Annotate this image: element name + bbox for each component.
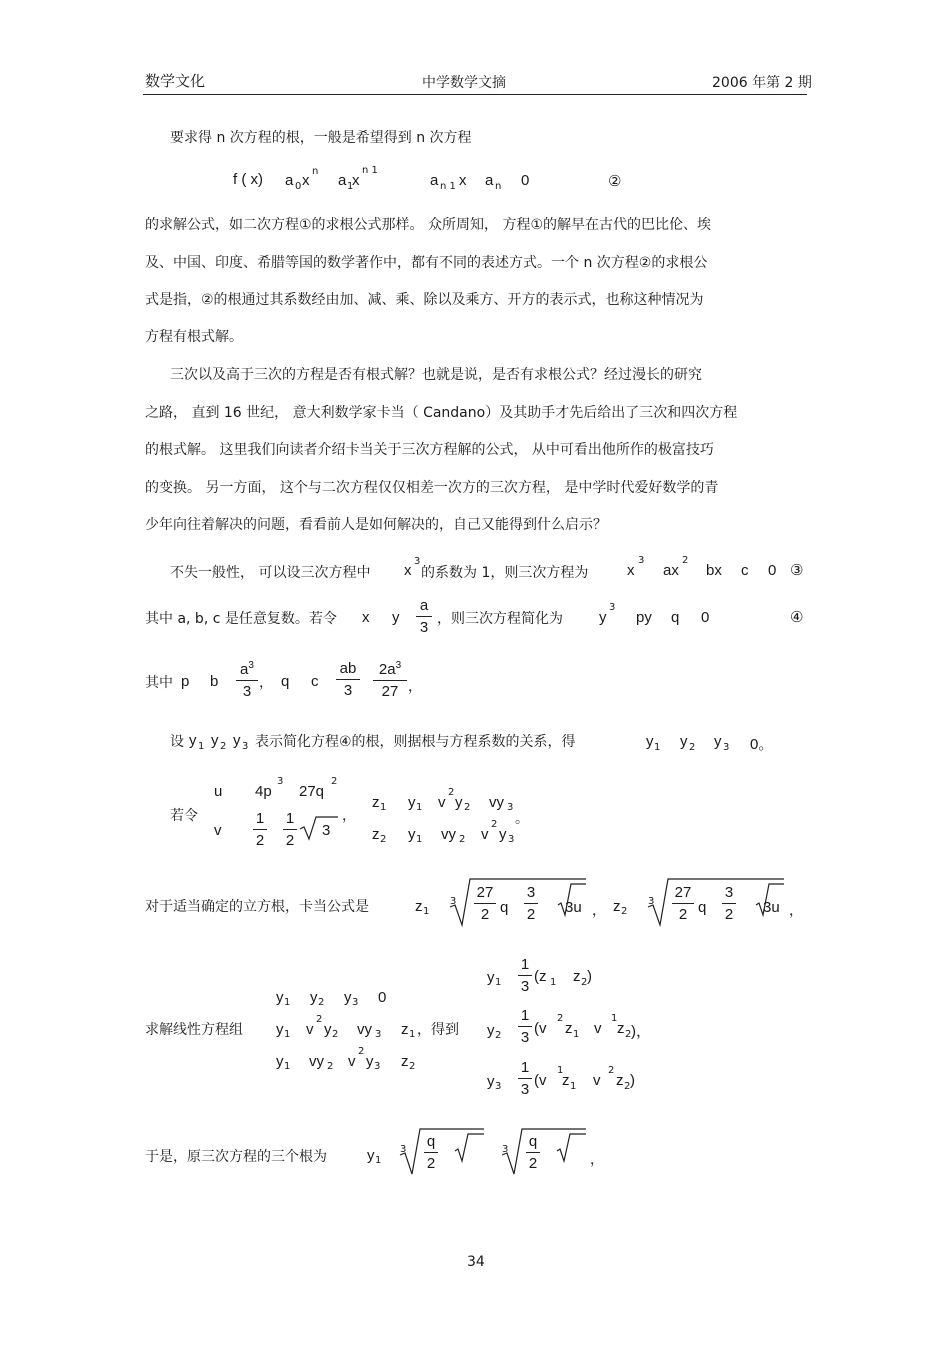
eq2-x2-sup: n 1 <box>362 165 378 176</box>
eq6-mid: 表示简化方程④的根，则据根与方程系数的关系，得 <box>255 734 576 750</box>
eq10-frac1-den: 2 <box>426 1155 436 1172</box>
eq7-u-sup2: 2 <box>331 776 338 787</box>
eq10-comma: ， <box>590 1152 604 1168</box>
eq9-r2-vsup: 2 <box>316 1014 323 1025</box>
page-number: 34 <box>467 1254 485 1270</box>
eq8-3u-2: 3u <box>763 899 780 916</box>
eq5-frac3-num: 2a <box>378 661 396 678</box>
p2-line5: 少年向往着解决的问题，看看前人是如何解决的，自己又能得到什么启示？ <box>145 517 607 533</box>
eq8-frac-b1-bar <box>524 903 538 904</box>
eq9-sol1-close: ) <box>587 968 592 985</box>
eq9-sol2-y: y <box>487 1022 495 1039</box>
eq5-frac1 <box>236 660 258 700</box>
eq7-z1-y1-sub: 1 <box>416 802 423 813</box>
eq9-r1-s3: 3 <box>352 997 359 1008</box>
eq8-z2: z <box>613 898 621 915</box>
eq4-x: x <box>362 609 370 626</box>
eq10-cbrt2 <box>502 1127 588 1177</box>
eq6-y1: y <box>189 732 197 749</box>
eq9-sol2-frac-num: 1 <box>520 1007 530 1024</box>
eq9-sol3-frac-num: 1 <box>520 1059 530 1076</box>
eq10-frac2-num: q <box>528 1133 538 1150</box>
eq8-z1: z <box>415 898 423 915</box>
eq10-frac1 <box>424 1133 438 1172</box>
eq9-r3-zsub: 2 <box>409 1061 416 1072</box>
eq2-x1-sup: n <box>312 166 319 177</box>
eq5-lead: 其中 <box>145 675 173 691</box>
eq9-sol1-open: (z <box>534 968 547 985</box>
eq6-zero: 0。 <box>750 736 774 753</box>
eq9-r1-y2: y <box>310 989 318 1006</box>
eq7-half1 <box>253 810 267 849</box>
eq9-r3-v: v <box>348 1053 356 1070</box>
eq9-sol1-frac-num: 1 <box>520 956 530 973</box>
eq9-sol3-open: (v <box>534 1072 547 1089</box>
eq9-r3-s3: 3 <box>374 1061 381 1072</box>
eq7-u-27q: 27q <box>299 783 325 800</box>
eq8-frac-a1 <box>474 884 496 923</box>
eq9-r3-vsup: 2 <box>358 1046 365 1057</box>
eq9-r2-s2: 2 <box>332 1029 339 1040</box>
eq5-frac2-den: 3 <box>343 682 353 699</box>
eq9-r2-y1: y <box>276 1021 284 1038</box>
p2-line4: 的变换。 另一方面， 这个与二次方程仅仅相差一次方的三次方程， 是中学时代爱好数学的青 <box>145 480 719 496</box>
eq5-frac1-den: 3 <box>242 683 252 700</box>
eq7-z2-y1-sub: 1 <box>416 834 423 845</box>
eq9-sol2-frac-den: 3 <box>520 1029 530 1046</box>
eq9-sol3-z1sub: 1 <box>570 1081 577 1092</box>
eq9-sol1-z2: z <box>573 968 581 985</box>
eq3-x3-sup: 3 <box>638 555 645 566</box>
eq8-z2-sub: 2 <box>621 906 628 917</box>
p1-line2: 的求解公式，如二次方程①的求根公式那样。 众所周知， 方程①的解早在古代的巴比伦、埃 <box>145 217 711 233</box>
eq10-frac2-bar <box>526 1152 540 1153</box>
eq4-py: py <box>636 609 652 626</box>
eq3-number: ③ <box>790 561 804 579</box>
eq2-x3: x <box>459 172 467 189</box>
eq5-frac2 <box>336 660 360 699</box>
eq5-frac1-num: a <box>240 661 249 678</box>
eq9-sol3-z1: z <box>562 1072 570 1089</box>
eq9-r1-y1: y <box>276 989 284 1006</box>
eq7-half1-bar <box>253 829 267 830</box>
eq9-sol3-v-sup: 2 <box>608 1065 615 1076</box>
eq9-sol1-z1sub: 1 <box>550 977 557 988</box>
eq10-lead: 于是，原三次方程的三个根为 <box>145 1149 327 1165</box>
eq9-r2-s1: 1 <box>284 1029 291 1040</box>
header-rule <box>143 94 807 95</box>
eq3-x: x <box>404 562 412 579</box>
eq4-q: q <box>671 609 680 626</box>
eq7-u: u <box>214 783 223 800</box>
eq7-z2-y3: y <box>499 826 507 843</box>
eq5-frac1-num-sup: 3 <box>248 660 254 671</box>
eq9-sol1-frac-bar <box>518 975 532 976</box>
eq9-sol1-ysub: 1 <box>495 977 502 988</box>
eq7-z2-vsup: 2 <box>491 819 498 830</box>
eq3-lead: 不失一般性， 可以设三次方程中 <box>170 565 371 581</box>
eq7-z2-vy2: vy <box>441 826 456 843</box>
eq7-z2-y1: y <box>408 826 416 843</box>
eq9-r2-zsub: 1 <box>409 1029 416 1040</box>
eq7-z1-y2-sub: 2 <box>464 802 471 813</box>
eq9-sol2-z1sub: 1 <box>573 1029 580 1040</box>
eq3-zero: 0 <box>768 562 777 579</box>
eq4-frac-den: 3 <box>419 619 429 636</box>
eq9-sol2-vsup: 2 <box>557 1013 564 1024</box>
eq9-r2-v: v <box>306 1021 314 1038</box>
eq9-sol2-open: (v <box>534 1020 547 1037</box>
eq7-z2-vy2-sub: 2 <box>459 834 466 845</box>
eq10-idx1: 3 <box>400 1144 407 1155</box>
p2-line1: 三次以及高于三次的方程是否有根式解？也就是说，是否有求根公式？经过漫长的研究 <box>170 367 702 383</box>
eq8-idx1: 3 <box>450 896 457 907</box>
eq2-zero: 0 <box>521 172 530 189</box>
eq3-x-sup: 3 <box>414 556 421 567</box>
eq2-an: a <box>485 172 494 189</box>
eq7-v: v <box>214 822 222 839</box>
eq9-sol3-z2sub: 2 <box>624 1081 631 1092</box>
eq7-half1-den: 2 <box>255 832 265 849</box>
p2-line2: 之路， 直到 16 世纪， 意大利数学家卡当（ Candano）及其助手才先后给出了三次和四次方程 <box>145 405 738 421</box>
eq9-sol2-frac-bar <box>518 1026 532 1027</box>
eq7-z1-vsup: 2 <box>448 787 455 798</box>
eq9-sol1-z2sub: 2 <box>581 977 588 988</box>
eq3-ax: ax <box>663 562 679 579</box>
eq8-q2: q <box>698 899 707 916</box>
p2-line3: 的根式解。 这里我们向读者介绍卡当关于三次方程解的公式， 从中可看出他所作的极富技巧 <box>145 442 714 458</box>
eq5-frac3-bar <box>373 680 407 681</box>
eq9-sol2-frac <box>518 1007 532 1046</box>
eq2-f: f ( x) <box>233 171 263 188</box>
eq3-bx: bx <box>706 562 722 579</box>
eq10-ysub: 1 <box>375 1155 382 1166</box>
eq2-an1-sub: n 1 <box>440 181 456 192</box>
eq7-z2-sub: 2 <box>380 834 387 845</box>
eq5-frac2-num: ab <box>339 660 357 677</box>
eq9-r3-s2: 2 <box>327 1061 334 1072</box>
eq10-frac2-den: 2 <box>528 1155 538 1172</box>
eq9-sol3-ysub: 3 <box>495 1081 502 1092</box>
eq7-half2-num: 1 <box>285 810 295 827</box>
eq3-x3: x <box>627 562 635 579</box>
eq8-lead: 对于适当确定的立方根，卡当公式是 <box>145 899 369 915</box>
eq9-sol2-end: )， <box>631 1023 651 1040</box>
eq7-z2: z <box>372 826 380 843</box>
eq9-sol3-frac-den: 3 <box>520 1081 530 1098</box>
eq9-r3-y1: y <box>276 1053 284 1070</box>
eq4-y3: y <box>599 609 607 626</box>
eq8-frac-a2-bar <box>672 903 694 904</box>
eq7-z1-vy3: vy <box>489 794 504 811</box>
eq9-sol3-z2: z <box>616 1072 624 1089</box>
eq9-sol1-y: y <box>487 969 495 986</box>
eq2-a0-sub: 0 <box>295 181 302 192</box>
eq9-mid: ，得到 <box>417 1022 459 1038</box>
eq2-a0: a <box>285 172 294 189</box>
eq3-mid: 的系数为 1，则三次方程为 <box>421 565 589 581</box>
eq6-rs3: 3 <box>723 742 730 753</box>
eq4-fraction <box>416 597 432 636</box>
eq9-r2-vy3: vy <box>357 1021 372 1038</box>
eq9-r3-vy2: vy <box>309 1053 324 1070</box>
eq9-r1-s1: 1 <box>284 997 291 1008</box>
eq8-3u-1: 3u <box>565 899 582 916</box>
eq5-frac3 <box>373 660 407 700</box>
eq8-z1-sub: 1 <box>423 906 430 917</box>
eq6-s1: 1 <box>198 741 205 752</box>
eq9-r3-y3: y <box>366 1053 374 1070</box>
eq5-frac1-bar <box>236 680 258 681</box>
eq7-z1-sub: 1 <box>380 802 387 813</box>
eq9-r2-y2: y <box>324 1021 332 1038</box>
p1-line4: 式是指，②的根通过其系数经由加、减、乘、除以及乘方、开方的表示式，也称这种情况为 <box>145 292 704 308</box>
eq6-ry2: y <box>680 733 688 750</box>
eq9-r2-z1: z <box>401 1021 409 1038</box>
eq4-y: y <box>392 609 400 626</box>
eq8-comma1: ， <box>592 903 606 919</box>
eq8-frac-b2-bar <box>722 903 736 904</box>
eq7-z1-y2: y <box>455 794 463 811</box>
eq8-frac-b1-den: 2 <box>526 906 536 923</box>
eq9-sol1-frac <box>518 956 532 995</box>
eq6-s3: 3 <box>242 741 249 752</box>
eq9-sol3-end: ) <box>630 1072 635 1089</box>
eq9-r2-s3: 3 <box>375 1029 382 1040</box>
eq2-x2: x <box>352 172 360 189</box>
eq9-sol2-z1: z <box>565 1020 573 1037</box>
eq6-y2: y <box>211 732 219 749</box>
eq6-ry3: y <box>714 733 722 750</box>
eq2-an1: a <box>430 172 439 189</box>
eq9-r3-s1: 1 <box>284 1061 291 1072</box>
eq7-u-sup1: 3 <box>277 776 284 787</box>
eq4-frac-bar <box>416 616 432 617</box>
eq10-frac2 <box>526 1133 540 1172</box>
eq4-mid: ，则三次方程简化为 <box>437 611 563 627</box>
eq7-z2-y3-sub: 3 <box>508 834 515 845</box>
eq8-q1: q <box>500 899 509 916</box>
eq9-r1-zero: 0 <box>378 989 387 1006</box>
eq7-z1-y1: y <box>408 794 416 811</box>
eq5-b: b <box>210 673 219 690</box>
eq4-y3-sup: 3 <box>609 602 616 613</box>
eq8-frac-a2 <box>672 884 694 923</box>
eq8-frac-a2-den: 2 <box>678 906 688 923</box>
eq8-frac-a1-bar <box>474 903 496 904</box>
eq8-frac-a2-num: 27 <box>674 884 692 901</box>
eq4-lead: 其中 a, b, c 是任意复数。若令 <box>145 611 337 627</box>
eq8-frac-b2 <box>722 884 736 923</box>
eq7-half1-num: 1 <box>255 810 265 827</box>
header-left: 数学文化 <box>145 72 206 90</box>
eq6-y3: y <box>233 732 241 749</box>
eq7-z1-vy3-sub: 3 <box>507 802 514 813</box>
eq2-a1: a <box>338 172 347 189</box>
p1-line5: 方程有根式解。 <box>145 329 243 345</box>
eq7-half2-bar <box>283 829 297 830</box>
eq4-number: ④ <box>790 608 804 626</box>
header-center: 中学数学文摘 <box>422 75 506 91</box>
eq6-rs1: 1 <box>654 742 661 753</box>
eq7-sqrt-sign <box>300 815 340 841</box>
eq3-ax-sup: 2 <box>682 555 689 566</box>
eq9-lead: 求解线性方程组 <box>145 1022 243 1038</box>
eq5-p: p <box>181 673 190 690</box>
eq9-r3-z2: z <box>401 1053 409 1070</box>
eq9-sol2-v-sup: 1 <box>611 1013 618 1024</box>
eq7-z1-v: v <box>438 794 446 811</box>
eq6-s2: 2 <box>220 741 227 752</box>
eq7-half2-den: 2 <box>285 832 295 849</box>
eq9-sol2-ysub: 2 <box>495 1030 502 1041</box>
eq2-a1-sub: 1 <box>347 181 354 192</box>
eq8-frac-a1-num: 27 <box>476 884 494 901</box>
eq8-frac-b2-num: 3 <box>724 884 734 901</box>
eq7-z2-v: v <box>481 826 489 843</box>
eq9-sol3-y: y <box>487 1073 495 1090</box>
eq9-r1-s2: 2 <box>318 997 325 1008</box>
eq9-sol1-frac-den: 3 <box>520 978 530 995</box>
eq4-frac-num: a <box>419 597 429 614</box>
eq8-comma2: ， <box>789 903 803 919</box>
eq8-frac-a1-den: 2 <box>480 906 490 923</box>
eq2-an-sub: n <box>495 181 502 192</box>
eq8-frac-b1 <box>524 884 538 923</box>
eq5-frac3-den: 27 <box>381 683 399 700</box>
eq10-cbrt1 <box>400 1127 486 1177</box>
eq10-idx2: 3 <box>502 1144 509 1155</box>
eq9-sol2-z2sub: 2 <box>625 1029 632 1040</box>
eq9-sol3-vsup: 1 <box>557 1065 564 1076</box>
eq10-frac1-num: q <box>426 1133 436 1150</box>
eq5-comma2: ， <box>408 679 422 695</box>
eq8-frac-b2-den: 2 <box>724 906 734 923</box>
header-right: 2006 年第 2 期 <box>712 75 812 91</box>
eq2-x1: x <box>302 172 310 189</box>
eq7-root3: 3 <box>322 822 331 839</box>
eq9-sol2-v: v <box>594 1020 602 1037</box>
eq9-sol3-frac <box>518 1059 532 1098</box>
eq10-y: y <box>367 1147 375 1164</box>
eq7-z1: z <box>372 794 380 811</box>
eq5-comma1: ， <box>259 675 273 691</box>
eq9-sol2-z2: z <box>617 1020 625 1037</box>
eq8-frac-b1-num: 3 <box>526 884 536 901</box>
eq9-sol3-v: v <box>593 1072 601 1089</box>
eq6-rs2: 2 <box>689 742 696 753</box>
eq7-half2 <box>283 810 297 849</box>
eq6-lead: 设 <box>170 734 184 750</box>
eq5-frac3-num-sup: 3 <box>395 660 402 671</box>
eq7-lead: 若令 <box>170 808 198 824</box>
eq8-idx2: 3 <box>648 896 655 907</box>
eq7-comma: ， <box>342 808 356 824</box>
eq6-ry1: y <box>646 733 654 750</box>
eq7-end: 。 <box>515 811 529 827</box>
eq7-u-4p: 4p <box>255 783 272 800</box>
eq2-number: ② <box>608 172 622 190</box>
eq5-frac2-bar <box>336 679 360 680</box>
eq3-c: c <box>741 562 749 579</box>
eq5-c: c <box>311 673 319 690</box>
eq9-r1-y3: y <box>344 989 352 1006</box>
p1-line1: 要求得 n 次方程的根，一般是希望得到 n 次方程 <box>170 130 472 146</box>
eq4-zero: 0 <box>701 609 710 626</box>
eq5-q: q <box>281 673 290 690</box>
p1-line3: 及、中国、印度、希腊等国的数学著作中，都有不同的表述方式。一个 n 次方程②的求根公 <box>145 255 708 271</box>
eq9-sol3-frac-bar <box>518 1078 532 1079</box>
eq10-frac1-bar <box>424 1152 438 1153</box>
